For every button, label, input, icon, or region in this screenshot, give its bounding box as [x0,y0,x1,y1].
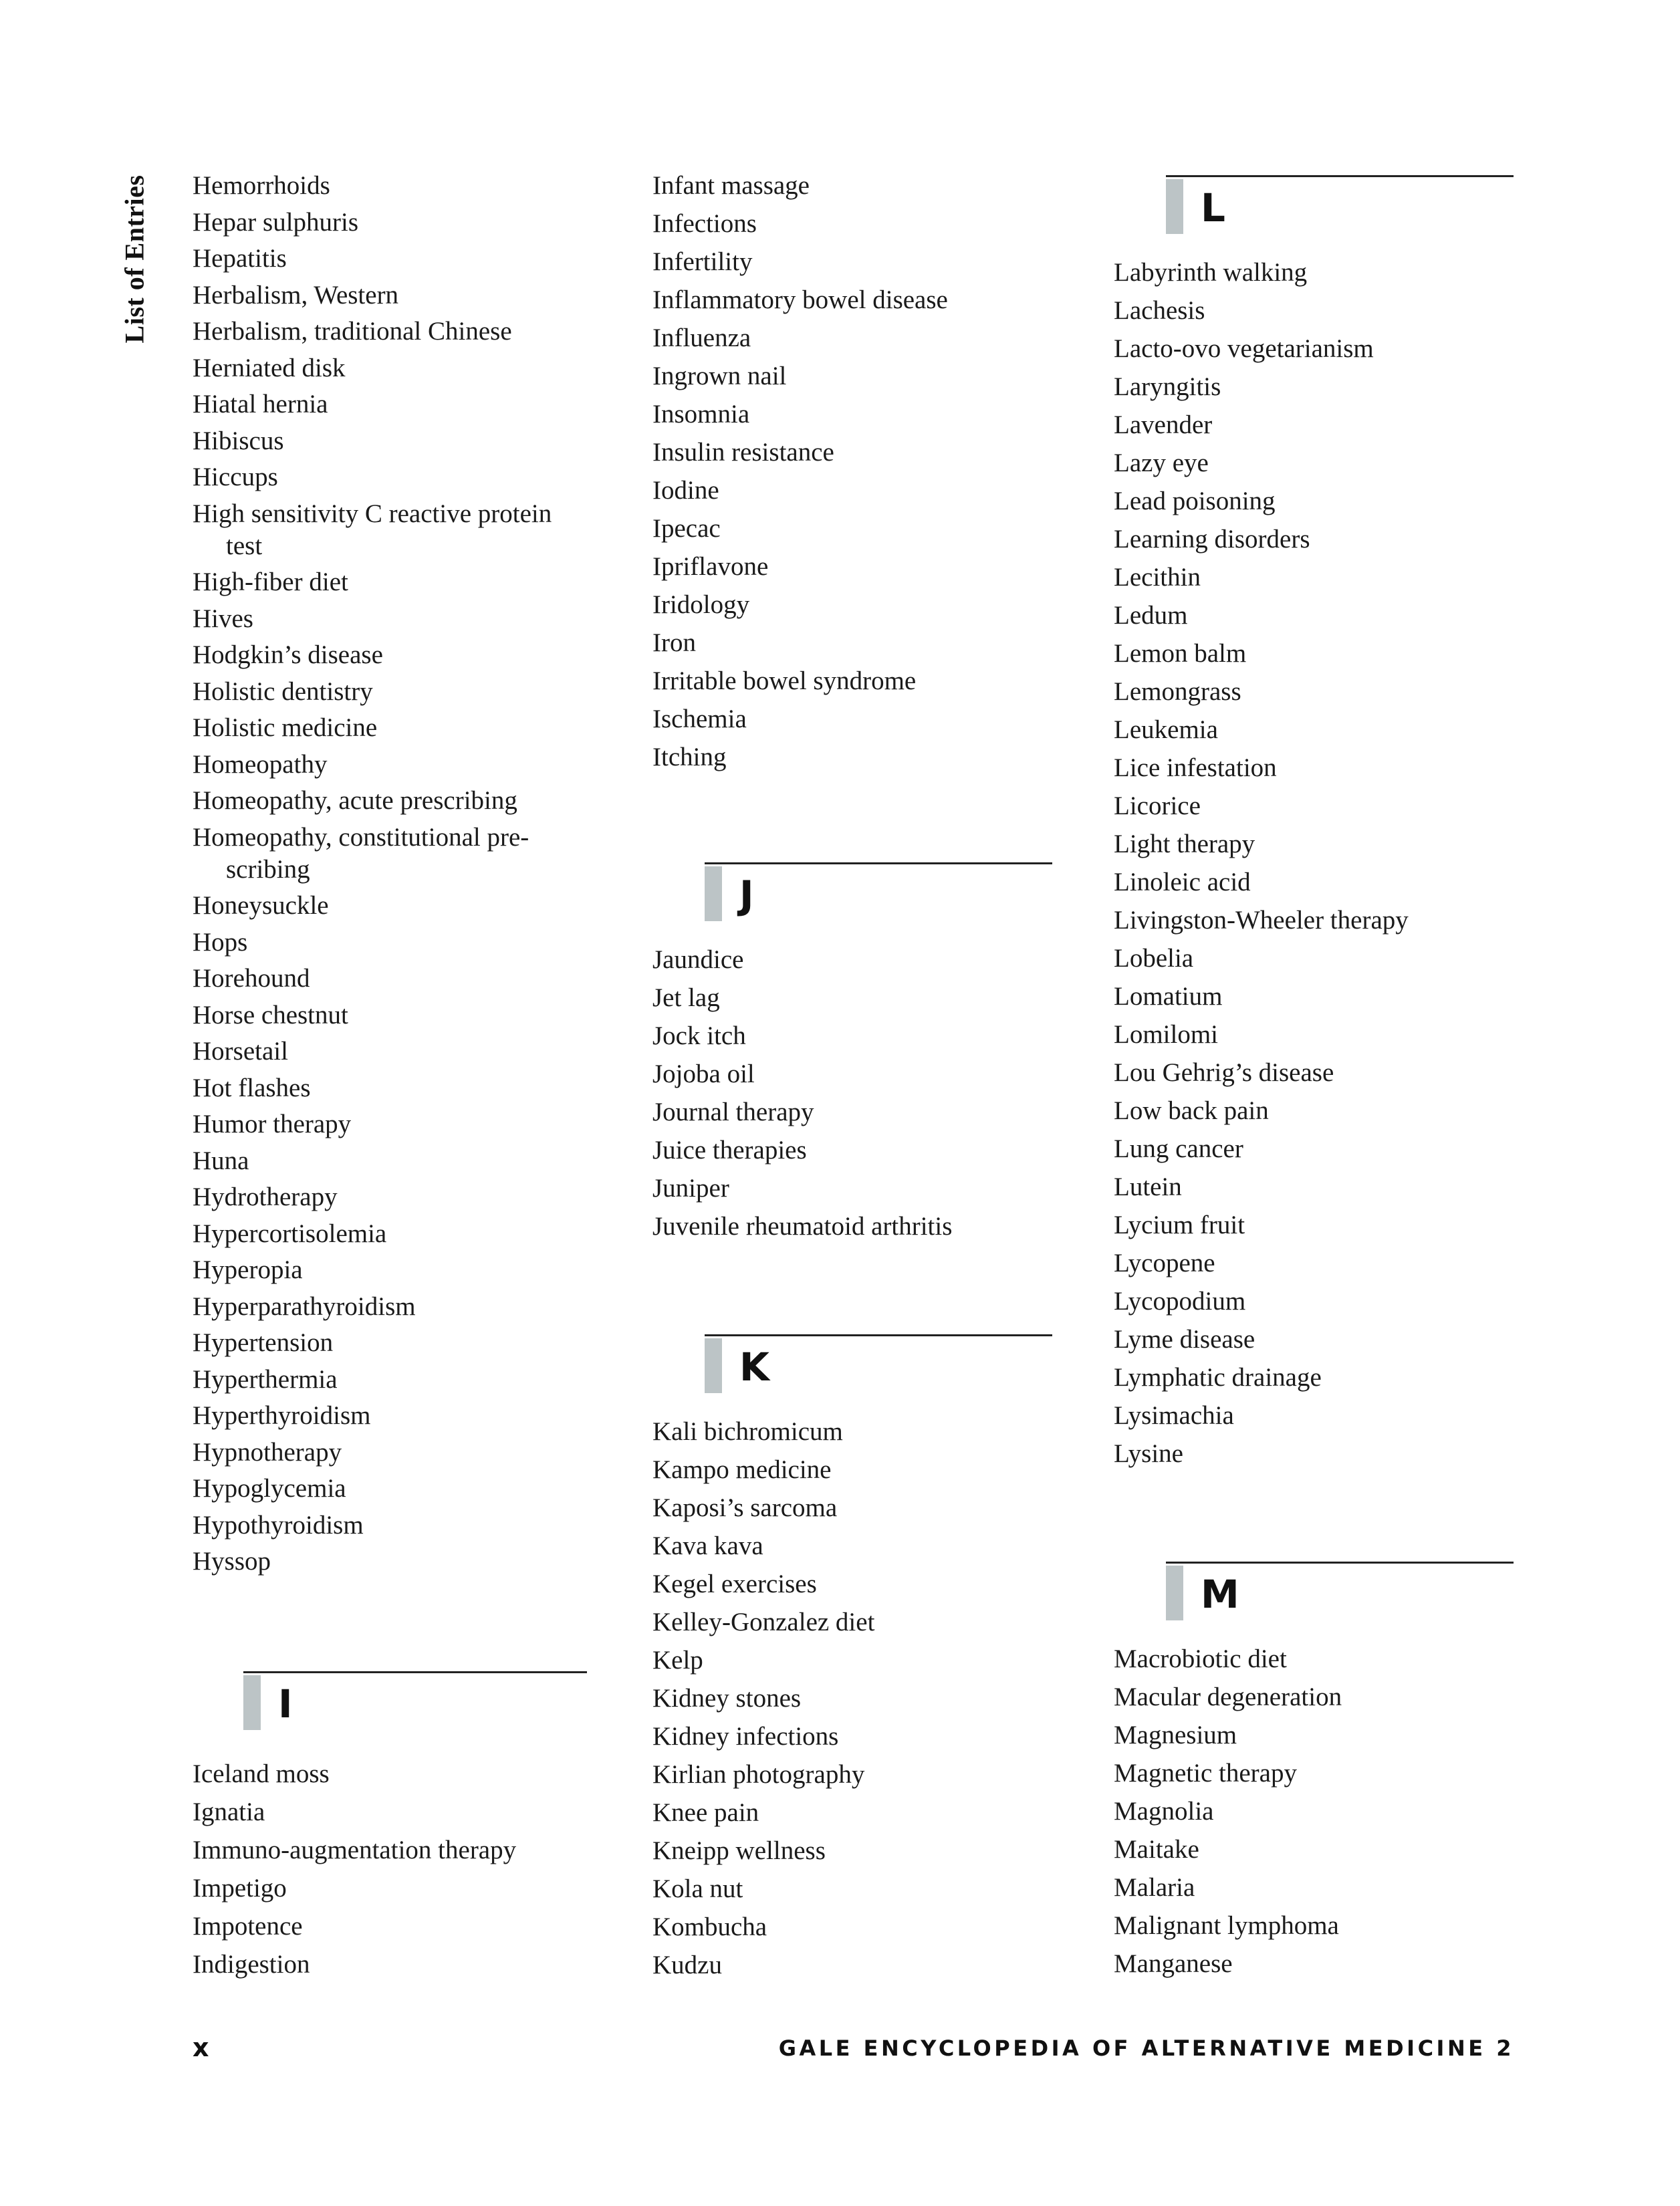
list-item: Honeysuckle [193,891,329,920]
list-item: Lacto-ovo vegetarianism [1114,334,1374,363]
section-bar [705,1338,722,1393]
list-item: Maitake [1114,1835,1199,1864]
list-item: Impotence [193,1912,303,1941]
list-item: Ledum [1114,601,1188,630]
list-item: Kirlian photography [652,1760,865,1789]
list-item: Lemongrass [1114,677,1241,706]
list-item: Horse chestnut [193,1000,348,1029]
section-rule [705,1334,1052,1336]
list-item: Hydrotherapy [193,1183,338,1211]
list-item: Kaposi’s sarcoma [652,1493,838,1522]
list-item: Lyme disease [1114,1325,1255,1354]
list-item: Lycium fruit [1114,1211,1245,1239]
list-item: Hypercortisolemia [193,1219,387,1248]
list-item: Hyssop [193,1547,271,1576]
page-number: x [193,2033,209,2062]
list-item: Lice infestation [1114,753,1277,782]
list-item: Lachesis [1114,296,1205,325]
list-item: Ingrown nail [652,362,787,390]
list-item: Macrobiotic diet [1114,1644,1287,1673]
list-item: Juniper [652,1174,729,1203]
list-item: Lobelia [1114,944,1194,973]
list-item: Hodgkin’s disease [193,640,383,669]
list-item: Ipriflavone [652,552,769,581]
entry-list-h [193,170,594,1582]
entry-list-m [1114,1643,1342,1986]
list-item: High sensitivity C reactive protein test [193,499,552,560]
list-item: Holistic dentistry [193,677,373,706]
section-letter: L [1201,185,1225,231]
list-item: Lomilomi [1114,1020,1218,1049]
list-item: Kidney infections [652,1722,839,1751]
list-item: Hyperopia [193,1255,303,1284]
list-item: Homeopathy, acute prescribing [193,786,517,815]
list-item: Malignant lymphoma [1114,1911,1339,1940]
list-item: Kelp [652,1646,703,1675]
list-item: Magnolia [1114,1797,1214,1826]
list-item: Jojoba oil [652,1060,755,1088]
section-heading-j [705,862,1052,923]
list-item: Hives [193,604,253,633]
list-item: Herbalism, Western [193,280,399,310]
list-item: Hypoglycemia [193,1474,346,1503]
list-item: Kampo medicine [652,1455,832,1484]
list-item: Iron [652,628,696,657]
list-item: Knee pain [652,1798,759,1827]
list-item: Hibiscus [193,426,284,455]
section-rule [1166,175,1514,177]
entry-list-j [652,944,952,1249]
list-item: Linoleic acid [1114,868,1251,896]
list-item: Lymphatic drainage [1114,1363,1322,1392]
list-item: Hiatal hernia [193,390,328,418]
list-item: Journal therapy [652,1098,814,1126]
list-item: Horsetail [193,1037,288,1066]
list-item: Light therapy [1114,830,1255,858]
list-item: Jaundice [652,945,744,974]
list-item: High-fiber diet [193,568,348,596]
list-item: Magnesium [1114,1721,1237,1749]
list-item: Impetigo [193,1874,287,1903]
section-rule [705,862,1052,864]
list-item: Kola nut [652,1874,743,1903]
list-item: Leukemia [1114,715,1218,744]
list-item: Lomatium [1114,982,1223,1011]
list-item: Licorice [1114,791,1201,820]
section-heading-i [243,1671,587,1731]
list-item: Low back pain [1114,1096,1269,1125]
list-item: Juice therapies [652,1136,807,1165]
list-item: Humor therapy [193,1110,352,1138]
list-item: Infections [652,209,757,238]
list-item: Lysimachia [1114,1401,1234,1430]
section-bar [705,866,722,921]
list-item: Holistic medicine [193,713,378,742]
list-item: Insulin resistance [652,438,834,467]
list-item: Hypnotherapy [193,1437,342,1467]
list-item: Lycopodium [1114,1287,1246,1316]
running-header-text: List of Entries [119,174,150,343]
list-item: Lavender [1114,410,1213,439]
list-item: Influenza [652,324,751,352]
section-letter: K [739,1344,769,1390]
list-item: Indigestion [193,1950,310,1979]
entry-list-i [193,1758,516,1987]
list-item: Infant massage [652,171,810,200]
list-item: Lead poisoning [1114,487,1276,515]
list-item: Lutein [1114,1173,1182,1201]
list-item: Kombucha [652,1913,767,1941]
list-item: Iceland moss [193,1759,330,1788]
list-item: Immuno-augmentation therapy [193,1836,517,1864]
list-item: Hyperthermia [193,1364,338,1394]
list-item: Insomnia [652,400,750,428]
list-item: Kali bichromicum [652,1417,843,1446]
section-heading-k [705,1334,1052,1394]
list-item: Homeopathy [193,749,328,779]
list-item: Hyperparathyroidism [193,1292,416,1321]
list-item: Hiccups [193,463,278,491]
list-item: Manganese [1114,1949,1233,1978]
list-item: Magnetic therapy [1114,1759,1297,1788]
entry-list-k [652,1416,874,1987]
section-letter: J [739,872,754,918]
list-item: Horehound [193,964,310,993]
list-item: Ipecac [652,514,721,543]
running-header-vertical [120,175,148,342]
list-item: Herniated disk [193,353,346,382]
list-item: Ignatia [193,1798,265,1826]
list-item: Hepar sulphuris [193,207,359,237]
list-item: Labyrinth walking [1114,258,1308,287]
list-item: Lung cancer [1114,1134,1243,1163]
list-item: Lou Gehrig’s disease [1114,1058,1334,1087]
section-bar [1166,1566,1183,1620]
list-item: Hops [193,927,248,957]
list-item: Learning disorders [1114,525,1310,554]
section-letter: M [1201,1572,1239,1617]
list-item: Juvenile rheumatoid arthritis [652,1212,953,1241]
section-heading-m [1166,1562,1514,1622]
list-item: Malaria [1114,1873,1195,1902]
list-item: Infertility [652,247,753,276]
list-item: Lycopene [1114,1249,1215,1277]
list-item: Irritable bowel syndrome [652,666,917,695]
list-item: Kelley-Gonzalez diet [652,1608,875,1636]
list-item: Hypertension [193,1328,334,1357]
list-item: Iridology [652,590,750,619]
list-item: Iodine [652,476,719,505]
list-item: Macular degeneration [1114,1683,1342,1711]
section-heading-l [1166,175,1514,235]
list-item: Hepatitis [193,244,287,273]
list-item: Jock itch [652,1021,746,1050]
section-rule [243,1671,587,1673]
list-item: Homeopathy, constitutional pre-scribing [193,822,529,884]
list-item: Hypothyroidism [193,1510,364,1540]
section-bar [243,1675,261,1730]
list-item: Lazy eye [1114,449,1209,477]
list-item: Ischemia [652,705,747,733]
list-item: Hemorrhoids [193,171,330,200]
section-bar [1166,179,1183,234]
list-item: Inflammatory bowel disease [652,285,948,314]
list-item: Kidney stones [652,1684,802,1713]
list-item: Herbalism, traditional Chinese [193,317,512,346]
list-item: Livingston-Wheeler therapy [1114,906,1409,935]
section-rule [1166,1562,1514,1564]
list-item: Itching [652,743,727,771]
list-item: Kegel exercises [652,1570,817,1598]
list-item: Huna [193,1146,249,1175]
list-item: Lemon balm [1114,639,1247,668]
list-item: Hot flashes [193,1073,311,1102]
list-item: Kneipp wellness [652,1836,826,1865]
list-item: Lecithin [1114,563,1201,592]
book-title-footer: GALE ENCYCLOPEDIA OF ALTERNATIVE MEDICINE 2 [778,2036,1514,2061]
list-item: Laryngitis [1114,372,1221,401]
list-item: Kudzu [652,1951,722,1979]
entry-list-i-continued [652,170,948,779]
list-item: Jet lag [652,983,720,1012]
list-item: Hyperthyroidism [193,1401,371,1430]
list-item: Kava kava [652,1531,763,1560]
section-letter: I [278,1681,293,1727]
entry-list-l [1114,257,1409,1476]
list-item: Lysine [1114,1439,1183,1468]
